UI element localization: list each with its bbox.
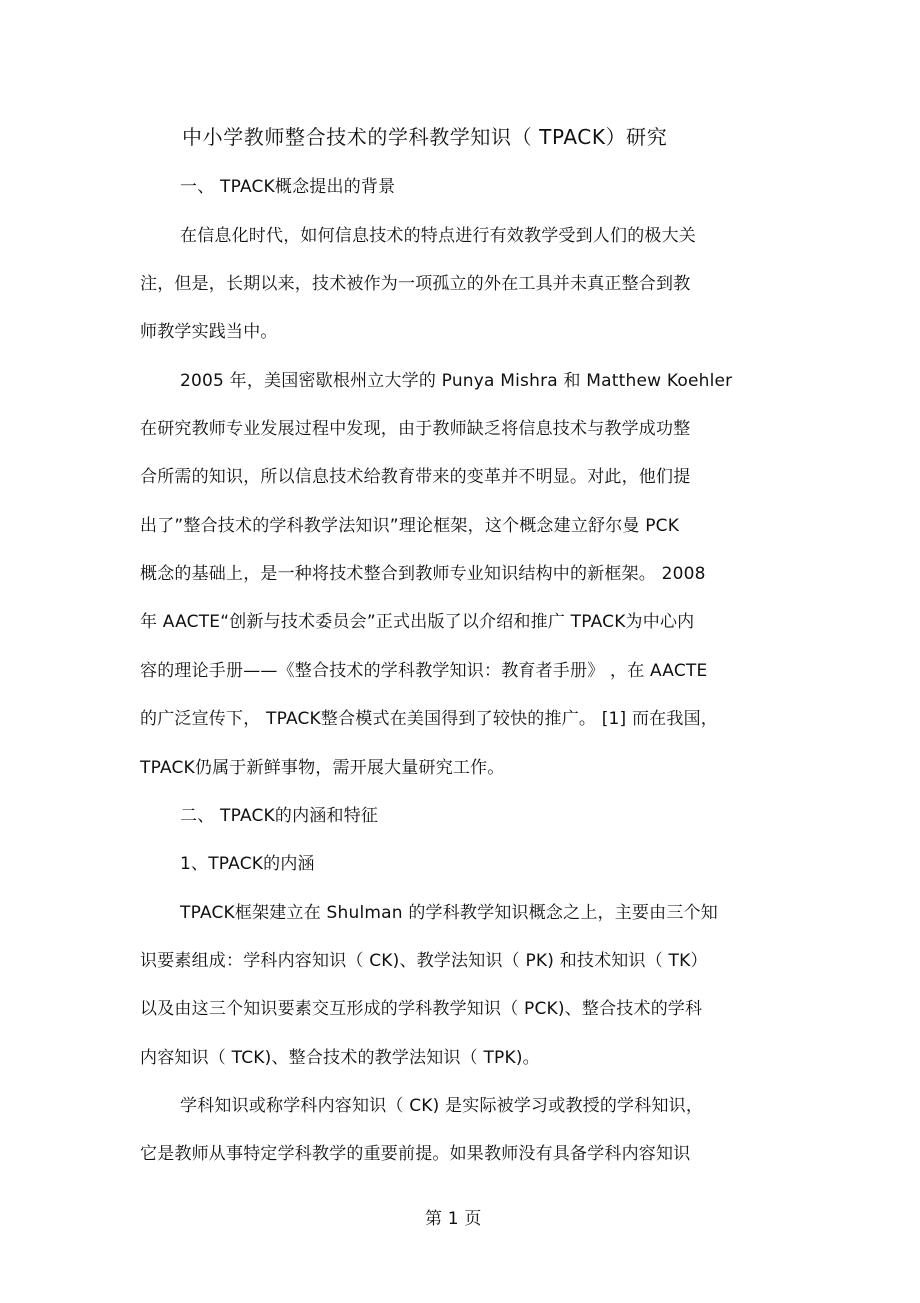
section-heading-1: 一、 TPACK概念提出的背景	[180, 177, 396, 197]
page-number: 第 1 页	[425, 1209, 482, 1229]
paragraph-line: 容的理论手册——《整合技术的学科教学知识：教育者手册》 ，在 AACTE	[140, 661, 708, 681]
paragraph-line: 2005 年，美国密歇根州立大学的 Punya Mishra 和 Matthew Koehler	[180, 371, 733, 391]
paragraph-line: TPACK仍属于新鲜事物，需开展大量研究工作。	[140, 758, 505, 778]
paragraph-line: TPACK框架建立在 Shulman 的学科教学知识概念之上，主要由三个知	[180, 903, 718, 923]
subsection-heading: 1、TPACK的内涵	[180, 854, 315, 874]
paragraph-line: 内容知识（ TCK)、整合技术的教学法知识（ TPK)。	[140, 1048, 540, 1068]
section-heading-2: 二、 TPACK的内涵和特征	[180, 806, 379, 826]
paragraph-line: 师教学实践当中。	[140, 322, 278, 342]
paragraph-line: 概念的基础上，是一种将技术整合到教师专业知识结构中的新框架。 2008	[140, 564, 706, 584]
paragraph-line: 以及由这三个知识要素交互形成的学科教学知识（ PCK)、整合技术的学科	[140, 999, 703, 1019]
paragraph-line: 学科知识或称学科内容知识（ CK) 是实际被学习或教授的学科知识，	[180, 1096, 704, 1116]
document-title: 中小学教师整合技术的学科教学知识（ TPACK）研究	[182, 125, 668, 149]
paragraph-line: 的广泛宣传下， TPACK整合模式在美国得到了较快的推广。 [1] 而在我国，	[140, 709, 718, 729]
paragraph-line: 合所需的知识，所以信息技术给教育带来的变革并不明显。对此，他们提	[140, 467, 691, 487]
paragraph-line: 年 AACTE“创新与技术委员会”正式出版了以介绍和推广 TPACK为中心内	[140, 612, 695, 632]
paragraph-line: 它是教师从事特定学科教学的重要前提。如果教师没有具备学科内容知识	[140, 1144, 691, 1164]
paragraph-line: 识要素组成：学科内容知识（ CK)、教学法知识（ PK) 和技术知识（ TK）	[140, 951, 708, 971]
paragraph-line: 出了”整合技术的学科教学法知识”理论框架，这个概念建立舒尔曼 PCK	[140, 516, 680, 536]
paragraph-line: 在研究教师专业发展过程中发现，由于教师缺乏将信息技术与教学成功整	[140, 419, 691, 439]
paragraph-line: 在信息化时代，如何信息技术的特点进行有效教学受到人们的极大关	[180, 226, 696, 246]
paragraph-line: 注，但是，长期以来，技术被作为一项孤立的外在工具并未真正整合到教	[140, 274, 691, 294]
